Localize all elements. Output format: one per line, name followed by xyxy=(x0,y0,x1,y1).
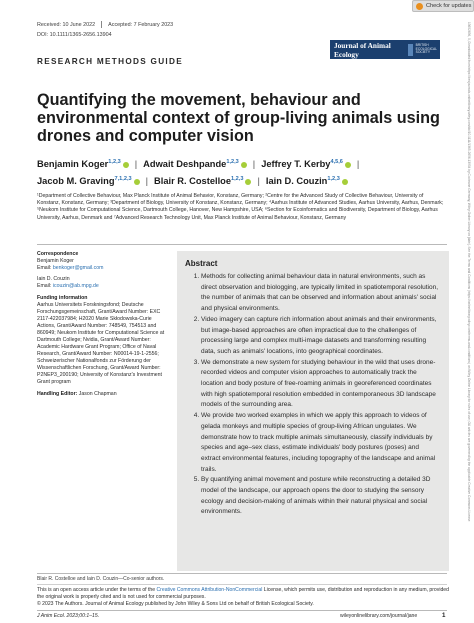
citation xyxy=(37,613,99,619)
author[interactable] xyxy=(266,176,348,186)
orcid-icon[interactable] xyxy=(123,162,129,168)
author-separator: | xyxy=(356,159,360,170)
author-list xyxy=(37,155,437,189)
author-affil-sup: 1,2,3 xyxy=(108,159,121,165)
check-updates-label: Check for updates xyxy=(426,3,472,9)
handling-editor-name: Jason Chapman xyxy=(78,391,117,397)
orcid-icon[interactable] xyxy=(134,179,140,185)
author-name: Adwait Deshpande xyxy=(143,159,227,170)
license-link[interactable]: Creative Commons Attribution-NonCommercial xyxy=(156,587,263,593)
society-logo-icon xyxy=(408,44,412,56)
funding-block xyxy=(37,295,171,386)
author-separator: | xyxy=(252,159,256,170)
abstract-heading: Abstract xyxy=(185,259,218,268)
orcid-icon[interactable] xyxy=(241,162,247,168)
orcid-icon[interactable] xyxy=(342,179,348,185)
sidebar xyxy=(37,251,171,403)
divider xyxy=(37,244,447,245)
contact-email-row xyxy=(37,265,171,272)
license-post: License, which permits use, distribution and reproduction in any medium, provided the original work is properly cited and is not used for commercial purposes. xyxy=(37,587,449,600)
author-affil-sup: 1,2,3 xyxy=(231,176,244,183)
author-name: Benjamin Koger xyxy=(37,159,109,170)
affiliations: ¹Department of Collective Behaviour, Max Planck Institute of Animal Behavior, Konstanz, Germany; ²Centre for the Advanced Study of Collective Behaviour, University of Konstanz, Konstanz, Germany; ³Department of Biology, University of Konstanz, Konstanz, Germany; ⁴Aarhus Institute of Advanced Studies, Aarhus University, Aarhus, Denmark; ⁵Neukom Institute for Computational Science, Dartmouth College, Hanover, New Hampshire, USA; ⁶Section for Ecoinformatics and Biodiversity, Department of Biology, Aarhus University, Aarhus, Denmark and ⁷Advanced Research Technology Unit, Max Planck Institute of Animal Behaviour, Konstanz, Germany xyxy=(37,193,444,221)
orcid-icon[interactable] xyxy=(245,179,251,185)
author-affil-sup: 1,2,3 xyxy=(226,159,239,165)
author-separator: | xyxy=(257,176,260,187)
journal-logo-society: BRITISH ECOLOGICAL SOCIETY xyxy=(415,43,437,55)
author[interactable] xyxy=(37,159,129,169)
author-affil-sup: 4,5,6 xyxy=(330,159,343,165)
license-pre: This is an open access article under the terms of the xyxy=(37,587,157,593)
check-for-updates-button[interactable] xyxy=(412,0,474,12)
author-affil-sup: 7,1,2,3 xyxy=(114,176,132,183)
article-title: Quantifying the movement, behaviour and environmental context of group-living animals using drones and computer vision xyxy=(37,91,440,145)
contact-name: Benjamin Koger xyxy=(37,258,74,264)
journal-logo-name: Journal of Animal Ecology xyxy=(334,40,391,59)
author-separator: | xyxy=(145,176,149,187)
check-updates-icon xyxy=(416,3,423,10)
handling-editor-label: Handling Editor: xyxy=(37,391,78,397)
copyright: © 2023 The Authors. Journal of Animal Ecology published by John Wiley & Sons Ltd on behalf of British Ecological Society. xyxy=(37,601,314,607)
author-separator: | xyxy=(134,159,138,170)
contact-email-row xyxy=(37,283,171,290)
author[interactable] xyxy=(154,176,251,186)
journal-url[interactable]: wileyonlinelibrary.com/journal/jane xyxy=(340,613,418,619)
divider xyxy=(37,573,447,574)
abstract-item: 4. We provide two worked examples in which we apply this approach to videos of gelada monkeys and multiple species of group-living African ungulates. We demonstrate how to track multiple animals simultaneously, classify individuals by species and age–sex class, estimate individuals' body postures (poses) and extract environmental features, including topography of the landscape and animal trails. xyxy=(201,411,439,475)
email-label: Email: xyxy=(37,283,52,289)
correspondence-block xyxy=(37,251,171,290)
citation-text: J Anim Ecol. 2023;00:1–15. xyxy=(37,613,100,619)
abstract-list xyxy=(185,272,439,518)
license-text xyxy=(37,587,449,608)
funding-heading: Funding information xyxy=(37,295,88,301)
orcid-icon[interactable] xyxy=(345,162,351,168)
abstract-item: 2. Video imagery can capture rich information about animals and their environments, but image-based approaches are often impractical due to the challenges of processing large and complex multi-image datasets and transforming resulting data, such as animals' locations, into geographical coordinates. xyxy=(201,315,439,358)
doi[interactable]: DOI: 10.1111/1365-2656.13904 xyxy=(37,32,112,38)
received-date: Received: 10 June 2022 xyxy=(37,21,96,28)
author-affil-sup: 1,2,3 xyxy=(327,176,340,183)
dates-line xyxy=(37,21,173,28)
section-label: RESEARCH METHODS GUIDE xyxy=(37,57,183,66)
download-note: 13652656, 0, Downloaded from https://besjournals.onlinelibrary.wiley.com/doi/10.1111/1365-2656.13904 by Cochrane Germany, Wiley Online Library on [date]. See the Terms and Conditions (https://onlinelibrary.wiley.com/terms-and-conditions) on Wiley Online Library for rules of use; OA articles are governed by the applicable Creative Commons License xyxy=(467,22,471,522)
author-name: Jacob M. Graving xyxy=(37,176,115,187)
author[interactable] xyxy=(261,159,351,169)
divider xyxy=(37,610,447,611)
accepted-date: Accepted: 7 February 2023 xyxy=(108,21,174,28)
contact-email-link[interactable]: icouzin@ab.mpg.de xyxy=(52,283,99,289)
handling-editor xyxy=(37,391,171,398)
author[interactable] xyxy=(143,159,247,169)
correspondence-heading: Correspondence xyxy=(37,251,79,257)
contact-name: Iain D. Couzin xyxy=(37,276,70,282)
funding-text: Aarhus Universitets Forskningsfond; Deutsche Forschungsgemeinschaft, Grant/Award Number: EXC 2117-422037984; H2020 Marie Skłodowska-Curie Actions, Grant/Award Number: 748549, 754513 and 860949; Neukom Institute for Computational Science at Dartmouth College; Nvidia, Grant/Award Number: Academic Hardware Grant Program; Office of Naval Research, Grant/Award Number: N00014-19-1-2556; Schweizerischer Nationalfonds zur Förderung der Wissenschaftlichen Forschung, Grant/Award Number: P2NEP3_200190; University of Konstanz's Investment Grant program xyxy=(37,302,165,385)
co-senior-footnote: Blair R. Costelloe and Iain D. Couzin—Co-senior authors. xyxy=(37,576,165,582)
abstract-item: 3. We demonstrate a new system for studying behaviour in the wild that uses drone-recorded videos and computer vision approaches to automatically track the location and body posture of free-roaming animals in georeferenced coordinates with high spatiotemporal resolution embedded in contemporaneous 3D landscape models of the surrounding area. xyxy=(201,358,439,412)
email-label: Email: xyxy=(37,265,52,271)
download-sidebar xyxy=(463,22,471,602)
author-name: Iain D. Couzin xyxy=(265,176,328,187)
author[interactable] xyxy=(37,176,140,186)
abstract-box xyxy=(177,251,449,571)
divider xyxy=(101,21,102,28)
abstract-item: 5. By quantifying animal movement and posture while reconstructing a detailed 3D model of the landscape, our approach opens the door to studying the sensory ecology and decision-making of animals within their natural physical and social environments. xyxy=(201,475,439,518)
divider xyxy=(37,584,447,585)
abstract-item: 1. Methods for collecting animal behaviour data in natural environments, such as direct observation and biologging, are typically limited in spatiotemporal resolution, the number of animals that can be observed and information about animals' social and physical environments. xyxy=(201,272,439,315)
author-name: Jeffrey T. Kerby xyxy=(261,159,331,170)
contact-email-link[interactable]: benkoger@gmail.com xyxy=(52,265,104,271)
author-name: Blair R. Costelloe xyxy=(154,176,232,187)
page-number: 1 xyxy=(442,612,446,619)
journal-logo xyxy=(330,40,440,59)
